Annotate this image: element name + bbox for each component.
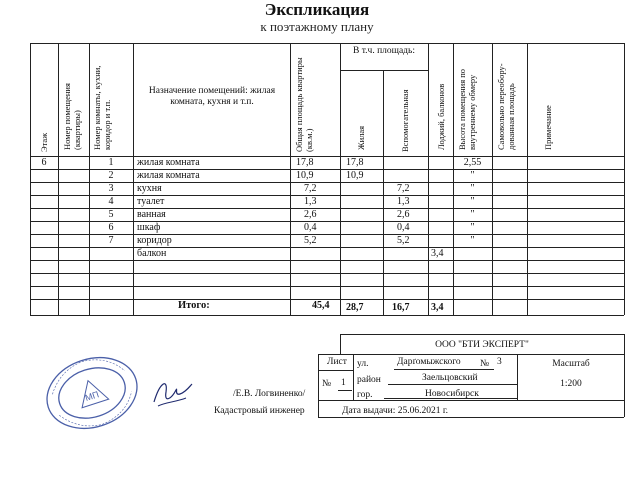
scale-value: 1:200 (560, 379, 582, 389)
totals-aux: 16,7 (392, 302, 410, 313)
table-row-5-total: 2,6 (304, 209, 317, 220)
sheet-no-label: № (322, 379, 332, 389)
table-row-7-room: 7 (108, 235, 114, 246)
table-row-3-height: " (470, 183, 475, 194)
col-header-floor: Этаж (39, 132, 49, 152)
table-row-2-height: " (470, 170, 475, 181)
table-row-5-purpose: ванная (137, 209, 166, 220)
table-row-3-room: 3 (108, 183, 114, 194)
col-header-loggia: Лоджий, балконов (436, 83, 446, 150)
table-row-2-purpose: жилая комната (137, 170, 200, 181)
col-header-unit-no: Номер помещения (квартиры) (62, 83, 82, 150)
table-row-6-aux: 0,4 (397, 222, 410, 233)
table-row-6-height: " (470, 222, 475, 233)
table-row-6-total: 0,4 (304, 222, 317, 233)
col-header-purpose: Назначение помещений: жилая комната, кухня и т.п. (148, 86, 276, 107)
table-row-1-room: 1 (108, 157, 114, 168)
table-row-2-room: 2 (108, 170, 114, 181)
col-header-living: Жилая (356, 125, 366, 150)
street-label: ул. (357, 359, 369, 369)
seal-stamp-icon (38, 352, 146, 434)
table-row-1-purpose: жилая комната (137, 157, 200, 168)
totals-loggia: 3,4 (431, 302, 444, 313)
table-row-1-living: 17,8 (346, 157, 364, 168)
seal-center-text: МП (83, 389, 101, 404)
table-row-4-aux: 1,3 (397, 196, 410, 207)
table-row-1-floor: 6 (41, 157, 47, 168)
table-row-8-loggia: 3,4 (431, 248, 444, 259)
table-row-4-room: 4 (108, 196, 114, 207)
table-row-5-height: " (470, 209, 475, 220)
engineer-role: Кадастровый инженер (214, 406, 305, 416)
col-header-self-built: Самовольно переобору-дованная площадь (496, 63, 516, 150)
table-row-8-purpose: балкон (137, 248, 167, 259)
table-row-3-purpose: кухня (137, 183, 162, 194)
house-label: № (480, 359, 490, 369)
table-row-3-aux: 7,2 (397, 183, 410, 194)
scale-label: Масштаб (552, 359, 590, 369)
table-row-6-purpose: шкаф (137, 222, 161, 233)
city-value: Новосибирск (425, 389, 479, 399)
col-header-height: Высота помещения по внутреннему обмеру (457, 68, 477, 150)
table-row-7-purpose: коридор (137, 235, 172, 246)
street-value: Дарґомыжского (397, 357, 461, 367)
table-row-1-height: 2,55 (463, 157, 482, 168)
table-row-2-living: 10,9 (346, 170, 364, 181)
table-row-4-purpose: туалет (137, 196, 165, 207)
table-row-7-total: 5,2 (304, 235, 317, 246)
col-header-note: Примечание (543, 105, 553, 150)
issue-date: Дата выдачи: 25.06.2021 г. (342, 406, 449, 416)
col-header-total-area: Общая площадь квартиры (кв.м.) (294, 57, 314, 152)
signature-icon (150, 372, 196, 412)
table-row-5-room: 5 (108, 209, 114, 220)
totals-living: 28,7 (346, 302, 364, 313)
col-header-auxiliary: Вспомогательная (400, 89, 410, 152)
page-title: Экспликация (264, 0, 370, 19)
table-row-6-room: 6 (108, 222, 114, 233)
district-label: район (357, 375, 381, 385)
totals-label: Итого: (178, 300, 210, 311)
table-row-1-total: 17,8 (296, 157, 314, 168)
table-row-7-aux: 5,2 (397, 235, 410, 246)
company-name: ООО "БТИ ЭКСПЕРТ" (435, 340, 529, 350)
city-label: гор. (357, 390, 373, 400)
table-row-5-aux: 2,6 (397, 209, 410, 220)
house-no: 3 (497, 357, 502, 367)
table-row-4-total: 1,3 (304, 196, 317, 207)
col-header-incl-area: В т.ч. площадь: (353, 46, 415, 56)
page-subtitle: к поэтажному плану (260, 19, 374, 34)
sheet-no: 1 (341, 378, 346, 388)
district-value: Заельцовский (422, 373, 478, 383)
table-row-7-height: " (470, 235, 475, 246)
engineer-name: /Е.В. Логвиненко/ (233, 389, 306, 399)
totals-total: 45,4 (312, 300, 330, 311)
table-row-2-total: 10,9 (296, 170, 314, 181)
table-row-3-total: 7,2 (304, 183, 317, 194)
table-row-4-height: " (470, 196, 475, 207)
sheet-label: Лист (327, 357, 347, 367)
col-header-room-no: Номер комнаты, кухни, коридор и т.п. (92, 65, 112, 150)
